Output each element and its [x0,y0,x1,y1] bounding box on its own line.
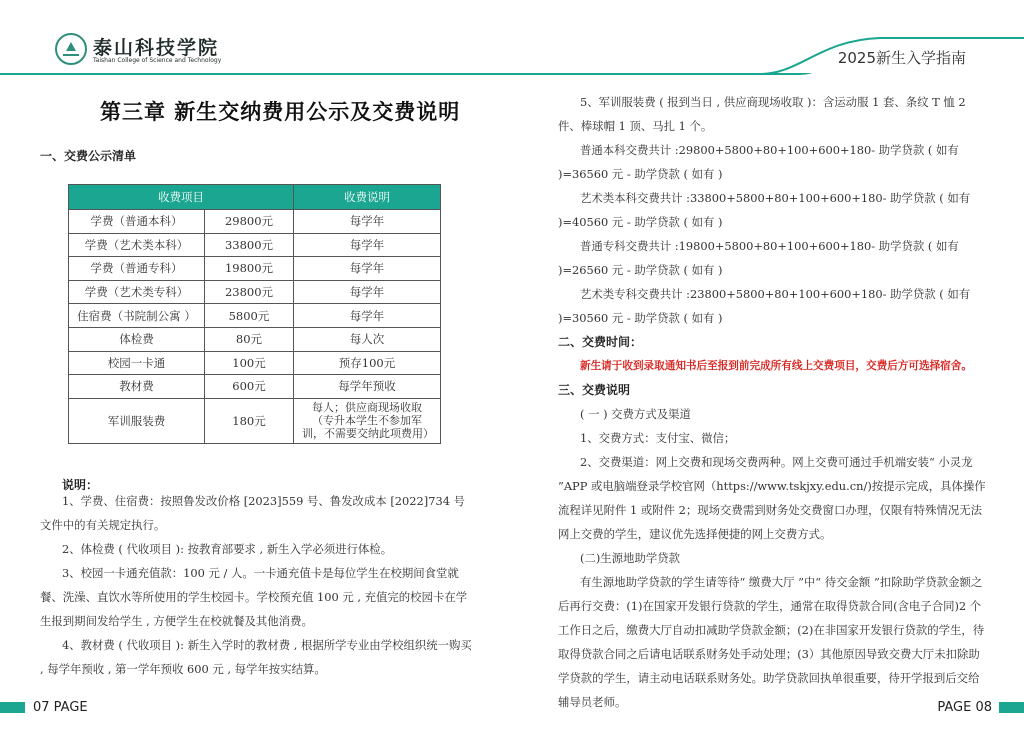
table-row [69,398,441,443]
logo-english-name: Taishan College of Science and Technology [93,57,222,64]
payment-time-notice: 新生请于收到录取通知书后至报到前完成所有线上交费项目，交费后方可选择宿舍。 [580,360,972,372]
fee-item: 校园一卡通 [69,351,205,375]
table-row [69,327,441,351]
college-seal-icon [55,33,87,65]
fee-note: 每学年 [294,233,441,257]
table-row [69,210,441,234]
fee-note: 预存100元 [294,351,441,375]
table-row [69,233,441,257]
fee-amount: 5800元 [205,304,294,328]
fee-amount: 33800元 [205,233,294,257]
fee-amount: 600元 [205,375,294,399]
fee-note: 每学年 [294,210,441,234]
notes-title: 说明： [62,478,99,492]
note-2: 2、体检费 ( 代收项目 ): 按教育部要求 , 新生入学必须进行体检。 [62,542,393,556]
section-fee-list-heading: 一、交费公示清单 [40,149,137,163]
header-fee-note: 收费说明 [294,185,441,210]
fee-amount: 19800元 [205,257,294,281]
fee-table-header [69,185,441,210]
fee-table [68,184,441,444]
total-regular-undergraduate: 普通本科交费共计 :29800+5800+80+100+600+180- 助学贷款 ( 如有 )=36560 元 - 助学贷款 ( 如有 ) [558,143,959,181]
table-row [69,375,441,399]
fee-note: 每人次 [294,327,441,351]
fee-note: 每学年预收 [294,375,441,399]
fee-amount: 29800元 [205,210,294,234]
fee-note: 每学年 [294,304,441,328]
fee-note: 每学年 [294,257,441,281]
note-3: 3、校园一卡通充值款：100 元 / 人。一卡通充值卡是每位学生在校期间食堂就餐、洗澡、直饮水等所使用的学生校园卡。学校预充值 100 元 , 充值完的校园卡在学生报到期间发给学生 , 方便学生在校就餐及其他消费。 [40,566,468,628]
page-number-right: PAGE 08 [937,700,992,715]
payment-channel: 2、交费渠道：网上交费和现场交费两种。网上交费可通过手机端安装“ 小灵龙 ”APP 或电脑端登录学校官网（https://www.tskjxy.edu.cn/)按提示完成，具体操作流程详见附件 1 或附件 2；现场交费需到财务处交费窗口办理，仅限有特殊情况无法网上交费的学生，建议优先选择便捷的网上交费方式。 [558,455,986,541]
fee-note: 每学年 [294,280,441,304]
fee-note: 每人；供应商现场收取（专升本学生不参加军训，不需要交纳此项费用） [294,398,441,443]
note-4: 4、教材费 ( 代收项目 ): 新生入学时的教材费 , 根据所学专业由学校组织统一购买 , 每学年预收 , 第一学年预收 600 元 , 每学年按实结算。 [40,638,472,676]
fee-amount: 100元 [205,351,294,375]
student-loan-text: 有生源地助学贷款的学生请等待“ 缴费大厅 ”中“ 待交金额 ”扣除助学贷款金额之后再行交费：(1)在国家开发银行贷款的学生，通常在取得贷款合同(含电子合同)2 个工作日之后，缴费大厅自动扣减助学贷款金额；(2)在非国家开发银行贷款的学生，待取得贷款合同之后请电话联系财务处手动处理；(3）其他原因导致交费大厅未扣除助学贷款的学生，请主动电话联系财务处。助学贷款回执单很重要，待开学报到后交给辅导员老师。 [558,575,985,709]
section-payment-instructions-heading: 三、交费说明 [558,383,631,397]
fee-amount: 180元 [205,398,294,443]
payment-method: 1、交费方式：支付宝、微信； [580,431,736,445]
logo-chinese-name: 泰山科技学院 [93,37,220,59]
table-row [69,257,441,281]
total-art-junior: 艺术类专科交费共计 :23800+5800+80+100+600+180- 助学贷款 ( 如有 )=30560 元 - 助学贷款 ( 如有 ) [558,287,971,325]
payment-methods-subheading: ( 一 ) 交费方式及渠道 [580,407,691,421]
fee-amount: 23800元 [205,280,294,304]
fee-item: 学费（艺术类本科） [69,233,205,257]
fee-item: 教材费 [69,375,205,399]
fee-item: 学费（艺术类专科） [69,280,205,304]
student-loan-subheading: (二)生源地助学贷款 [580,551,681,565]
note-1: 1、学费、住宿费：按照鲁发改价格 [2023]559 号、鲁发改成本 [2022]734 号文件中的有关规定执行。 [40,494,465,532]
fee-amount: 80元 [205,327,294,351]
college-logo [55,33,245,69]
notes-block [40,489,472,681]
footer-accent-left [0,702,25,713]
section-payment-time-heading: 二、交费时间： [558,335,643,349]
chapter-title: 第三章 新生交纳费用公示及交费说明 [100,99,461,124]
page-number-left: 07 PAGE [33,700,88,715]
fee-item: 体检费 [69,327,205,351]
fee-item: 学费（普通本科） [69,210,205,234]
total-regular-junior: 普通专科交费共计 :19800+5800+80+100+600+180- 助学贷款 ( 如有 )=26560 元 - 助学贷款 ( 如有 ) [558,239,959,277]
table-row [69,280,441,304]
total-art-undergraduate: 艺术类本科交费共计 :33800+5800+80+100+600+180- 助学贷款 ( 如有 )=40560 元 - 助学贷款 ( 如有 ) [558,191,971,229]
table-row [69,304,441,328]
fee-item: 学费（普通专科） [69,257,205,281]
header-fee-item: 收费项目 [69,185,294,210]
table-row [69,351,441,375]
footer-accent-right [999,702,1024,713]
guide-title: 2025新生入学指南 [837,49,966,67]
right-page-content [558,90,986,714]
fee-item: 住宿费（书院制公寓 ） [69,304,205,328]
fee-item: 军训服装费 [69,398,205,443]
military-uniform-fee: 5、军训服装费 ( 报到当日 , 供应商现场收取 )：含运动服 1 套、条纹 T 恤 2 件、棒球帽 1 顶、马扎 1 个。 [558,95,966,133]
